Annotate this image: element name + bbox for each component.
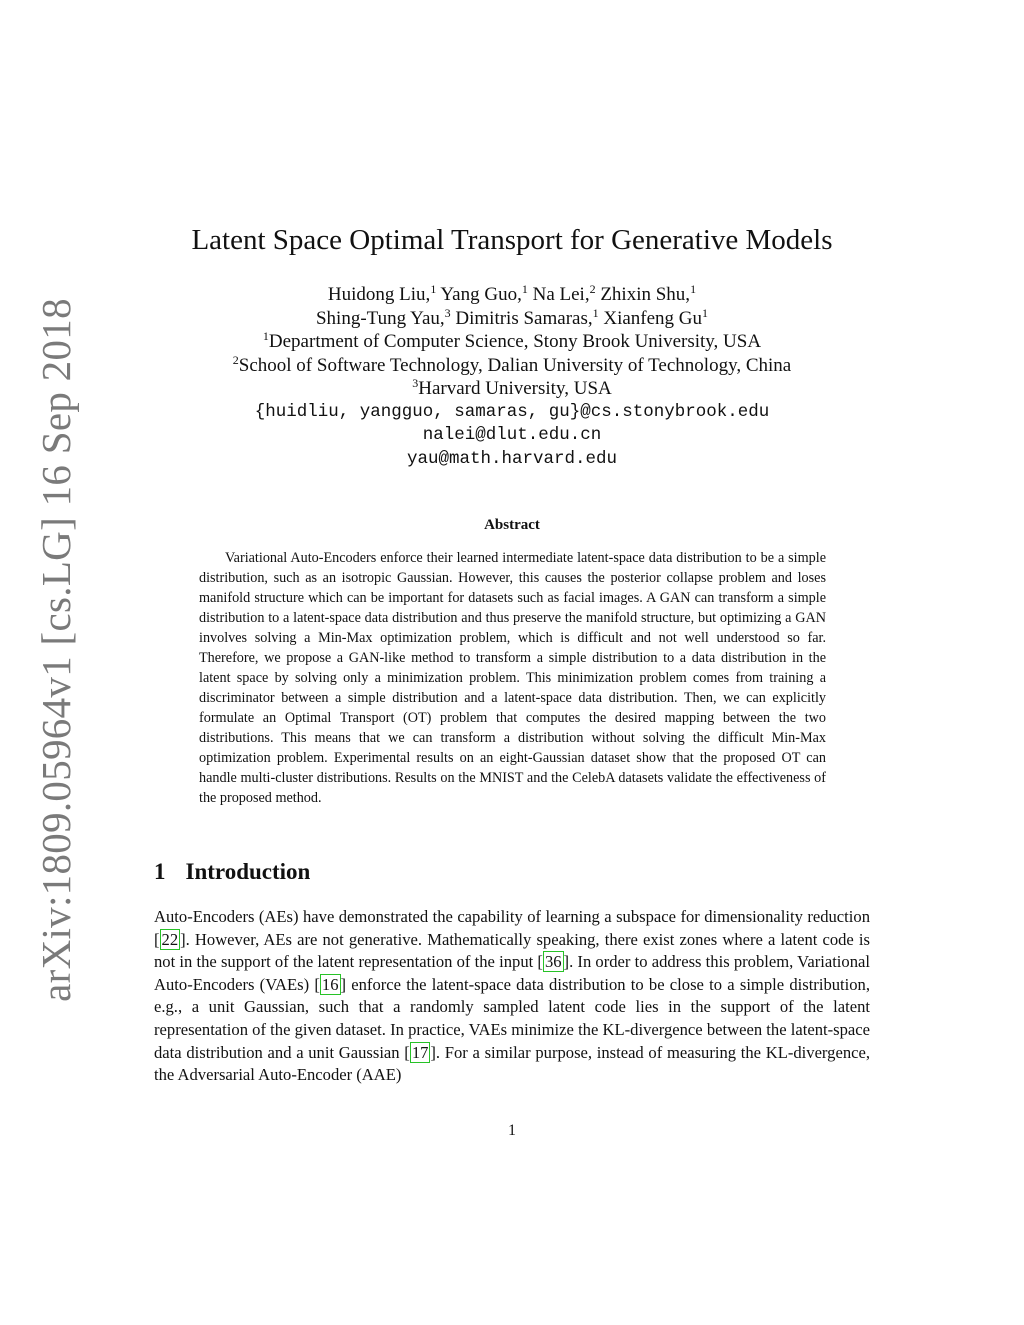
citation-link[interactable]: 17 (411, 1042, 429, 1062)
arxiv-identifier-stamp: arXiv:1809.05964v1 [cs.LG] 16 Sep 2018 (33, 298, 79, 1002)
section-title: Introduction (185, 859, 311, 884)
author-affiliation-mark: 1 (521, 282, 528, 296)
author-affiliation-mark: 1 (592, 305, 599, 320)
citation-link[interactable]: 36 (544, 952, 562, 972)
author-affiliation-mark: 1 (690, 282, 697, 296)
author-name: Zhixin Shu, (600, 284, 691, 305)
author-affiliation-mark: 1 (430, 282, 437, 296)
affiliation-2 (0, 354, 1024, 378)
author-affiliation-mark: 3 (444, 305, 451, 320)
author-name: Shing-Tung Yau, (315, 307, 445, 329)
section-heading-introduction (154, 859, 310, 885)
author-name: Na Lei, (532, 284, 590, 305)
citation-link[interactable]: 16 (321, 974, 339, 994)
author-name: Yang Guo, (440, 284, 522, 305)
page-number: 1 (508, 1122, 516, 1139)
affiliation-mark: 3 (412, 376, 419, 390)
author-line-2 (0, 307, 1024, 331)
section-number: 1 (154, 859, 166, 884)
citation-link[interactable]: 22 (161, 929, 179, 949)
author-affiliation-mark: 2 (589, 282, 596, 296)
intro-text: ]. In order to address this problem, Variational Auto-Encoders (VAEs) [ (154, 952, 870, 994)
author-name: Xianfeng Gu (603, 307, 703, 329)
intro-text: ]. However, AEs are not generative. Mathematically speaking, there exist zones where a latent code is not in the support of the latent representation of the input [ (154, 929, 870, 972)
author-name: Huidong Liu, (327, 284, 431, 305)
abstract-text: Variational Auto-Encoders enforce their learned intermediate latent-space data distribution to be a simple distribution, such as an isotropic Gaussian. However, this causes the posterior collapse problem and loses manifold structure which can be important for datasets such as facial images. A GAN can transform a simple distribution to a latent-space data distribution and thus preserve the manifold structure, but optimizing a GAN involves solving a Min-Max optimization problem, which is difficult and not well understood so far. Therefore, we propose a GAN-like method to transform a simple distribution to a data distribution in the latent space by solving only a minimization problem. This minimization problem comes from training a discriminator between a simple distribution and a latent-space data distribution. Then, we can explicitly formulate an Optimal Transport (OT) problem that computes the desired mapping between the two distributions. This means that we can transform a distribution without solving the difficult Min-Max optimization problem. Experimental results on an eight-Gaussian dataset show that the proposed OT can handle multi-cluster distributions. Results on the MNIST and the CelebA datasets validate the effectiveness of the proposed method. (199, 550, 826, 806)
author-line-1 (0, 283, 1024, 307)
affiliation-text: School of Software Technology, Dalian University of Technology, China (238, 354, 792, 376)
intro-text: ] enforce the latent-space data distribution to be close to a simple distribution, e.g., a unit Gaussian, such that a randomly sampled latent code lies in the support of the latent representation of the given dataset. In practice, VAEs minimize the KL-divergence between the latent-space data distribution and a unit Gaussian [ (154, 974, 870, 1062)
email-harvard: yau@math.harvard.edu (406, 448, 618, 469)
intro-text: Auto-Encoders (AEs) have demonstrated the capability of learning a subspace for dimensionality reduction [ (154, 907, 870, 949)
affiliation-text: Department of Computer Science, Stony Brook University, USA (268, 331, 762, 352)
paper-title: Latent Space Optimal Transport for Generative Models (191, 224, 833, 256)
email-stonybrook: {huidliu, yangguo, samaras, gu}@cs.stonybrook.edu (254, 401, 770, 422)
email-dlut: nalei@dlut.edu.cn (422, 425, 602, 445)
affiliation-mark: 1 (262, 329, 269, 343)
intro-text: ]. For a similar purpose, instead of measuring the KL-divergence, the Adversarial Auto-Encoder (AAE) (154, 1042, 870, 1085)
affiliation-3 (0, 377, 1024, 401)
affiliation-text: Harvard University, USA (418, 378, 612, 399)
author-block (0, 283, 1024, 471)
author-name: Dimitris Samaras, (455, 307, 593, 329)
abstract-heading: Abstract (484, 517, 540, 533)
affiliation-1 (0, 330, 1024, 354)
introduction-paragraph (154, 906, 870, 1087)
affiliation-mark: 2 (232, 352, 239, 367)
author-affiliation-mark: 1 (702, 305, 709, 320)
